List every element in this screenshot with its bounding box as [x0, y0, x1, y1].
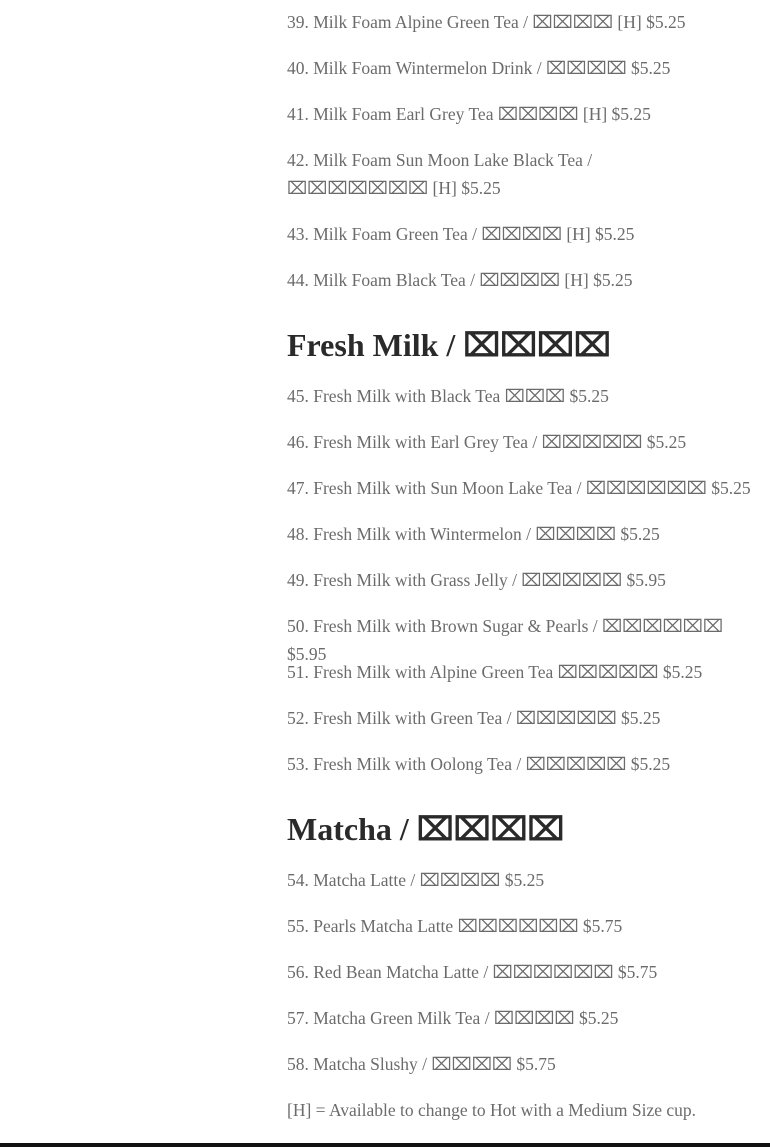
section-title-fresh-milk: Fresh Milk / ⌧⌧⌧⌧ [287, 327, 611, 363]
footnote: [H] = Available to change to Hot with a Medium Size cup. [287, 1100, 697, 1120]
menu-item-48: 48. Fresh Milk with Wintermelon / ⌧⌧⌧⌧ $5.25 [287, 524, 660, 544]
menu-item-54: 54. Matcha Latte / ⌧⌧⌧⌧ $5.25 [287, 870, 545, 890]
menu-item-43: 43. Milk Foam Green Tea / ⌧⌧⌧⌧ [H] $5.25 [287, 224, 635, 244]
menu-item-51: 51. Fresh Milk with Alpine Green Tea ⌧⌧⌧⌧⌧ $5.25 [287, 662, 703, 682]
menu-item-40: 40. Milk Foam Wintermelon Drink / ⌧⌧⌧⌧ $5.25 [287, 58, 671, 78]
menu-item-57: 57. Matcha Green Milk Tea / ⌧⌧⌧⌧ $5.25 [287, 1008, 619, 1028]
menu-item-44: 44. Milk Foam Black Tea / ⌧⌧⌧⌧ [H] $5.25 [287, 270, 633, 290]
menu-item-39: 39. Milk Foam Alpine Green Tea / ⌧⌧⌧⌧ [H] $5.25 [287, 12, 686, 32]
menu-item-52: 52. Fresh Milk with Green Tea / ⌧⌧⌧⌧⌧ $5.25 [287, 708, 661, 728]
menu-item-53: 53. Fresh Milk with Oolong Tea / ⌧⌧⌧⌧⌧ $5.25 [287, 754, 671, 774]
section-title-matcha: Matcha / ⌧⌧⌧⌧ [287, 811, 565, 847]
menu-item-50: 50. Fresh Milk with Brown Sugar & Pearls / ⌧⌧⌧⌧⌧⌧ $5.95 [287, 616, 723, 664]
page-bottom-border [0, 1143, 770, 1147]
menu-item-56: 56. Red Bean Matcha Latte / ⌧⌧⌧⌧⌧⌧ $5.75 [287, 962, 658, 982]
menu-item-49: 49. Fresh Milk with Grass Jelly / ⌧⌧⌧⌧⌧ $5.95 [287, 570, 666, 590]
menu-item-55: 55. Pearls Matcha Latte ⌧⌧⌧⌧⌧⌧ $5.75 [287, 916, 623, 936]
menu-item-41: 41. Milk Foam Earl Grey Tea ⌧⌧⌧⌧ [H] $5.25 [287, 104, 651, 124]
menu-item-46: 46. Fresh Milk with Earl Grey Tea / ⌧⌧⌧⌧⌧ $5.25 [287, 432, 687, 452]
menu-item-58: 58. Matcha Slushy / ⌧⌧⌧⌧ $5.75 [287, 1054, 556, 1074]
menu-item-42: 42. Milk Foam Sun Moon Lake Black Tea / ⌧⌧⌧⌧⌧⌧⌧ [H] $5.25 [287, 150, 593, 198]
menu-item-47: 47. Fresh Milk with Sun Moon Lake Tea / ⌧⌧⌧⌧⌧⌧ $5.25 [287, 478, 751, 498]
menu-item-45: 45. Fresh Milk with Black Tea ⌧⌧⌧ $5.25 [287, 386, 609, 406]
